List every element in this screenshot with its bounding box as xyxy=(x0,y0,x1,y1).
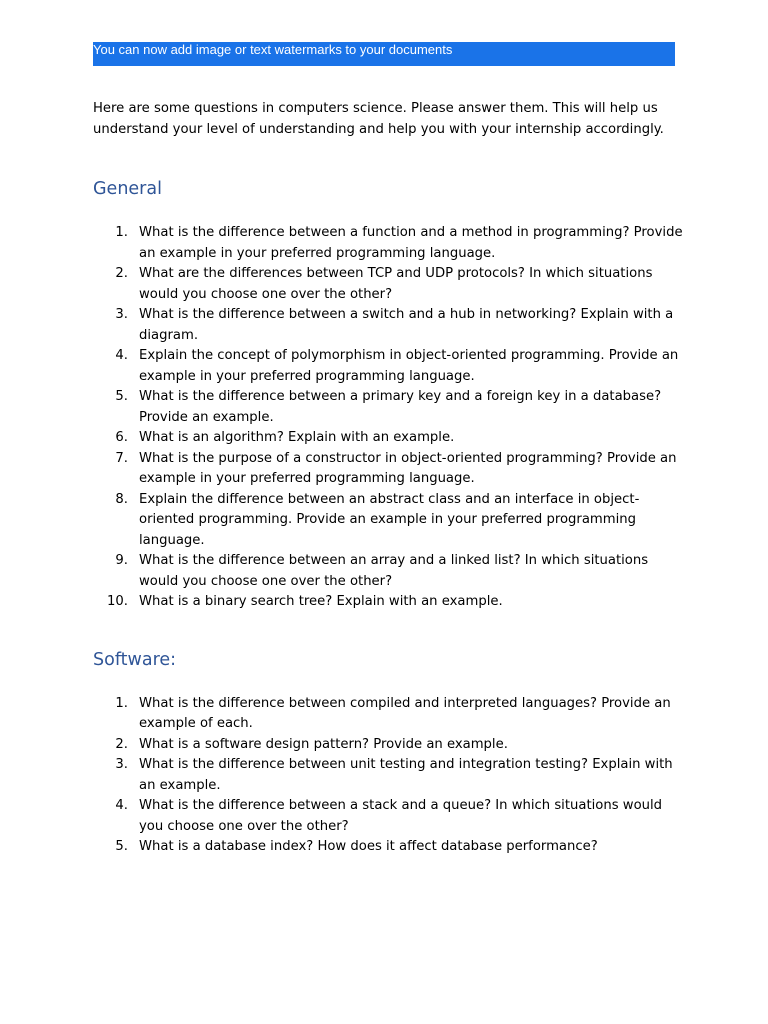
question-text: Explain the concept of polymorphism in object-oriented programming. Provide an example in your preferred programming language. xyxy=(139,348,679,384)
question-item xyxy=(93,223,683,264)
intro-paragraph: Here are some questions in computers science. Please answer them. This will help us understand your level of understanding and help you with your internship accordingly. xyxy=(93,101,664,137)
section-heading-general: General xyxy=(93,179,162,199)
question-number: 7. xyxy=(115,450,128,466)
question-item xyxy=(93,735,683,756)
question-text: What is a binary search tree? Explain with an example. xyxy=(139,594,503,609)
question-text: What is a database index? How does it affect database performance? xyxy=(139,839,598,854)
question-number: 2. xyxy=(115,736,128,752)
question-text: Explain the difference between an abstract class and an interface in object-oriented programming. Provide an example in your preferred programming language. xyxy=(139,491,640,548)
question-text: What is the difference between compiled and interpreted languages? Provide an example of each. xyxy=(139,695,671,731)
document-body xyxy=(93,99,683,858)
question-number: 1. xyxy=(115,225,128,240)
question-item xyxy=(93,796,683,837)
question-item xyxy=(93,490,683,552)
question-item xyxy=(93,428,683,449)
software-questions-list xyxy=(93,694,683,858)
question-text: What is the difference between a switch and a hub in networking? Explain with a diagram. xyxy=(139,307,674,343)
question-number: 5. xyxy=(115,839,128,854)
question-text: What is the difference between an array and a linked list? In which situations would you choose one over the other? xyxy=(139,553,649,589)
question-item xyxy=(93,449,683,490)
question-text: What are the differences between TCP and UDP protocols? In which situations would you choose one over the other? xyxy=(139,266,653,302)
question-number: 4. xyxy=(115,798,128,813)
section-heading-software: Software: xyxy=(93,649,177,670)
question-item xyxy=(93,346,683,387)
question-item xyxy=(93,305,683,346)
question-number: 8. xyxy=(115,491,128,507)
question-item xyxy=(93,264,683,305)
question-number: 6. xyxy=(115,430,128,445)
question-item xyxy=(93,551,683,592)
question-number: 1. xyxy=(115,695,128,711)
question-number: 10. xyxy=(107,594,128,609)
question-text: What is a software design pattern? Provide an example. xyxy=(139,736,508,752)
question-text: What is an algorithm? Explain with an example. xyxy=(139,430,455,445)
question-item xyxy=(93,592,683,613)
question-item xyxy=(93,387,683,428)
question-item xyxy=(93,837,683,858)
question-number: 9. xyxy=(115,553,128,568)
question-item xyxy=(93,694,683,735)
watermark-notice-text[interactable]: You can now add image or text watermarks to your documents xyxy=(93,42,453,57)
question-text: What is the difference between unit testing and integration testing? Explain with an example. xyxy=(139,757,673,793)
question-text: What is the difference between a primary key and a foreign key in a database? Provide an example. xyxy=(139,389,662,425)
question-number: 4. xyxy=(115,348,128,363)
question-number: 5. xyxy=(115,389,128,404)
question-number: 2. xyxy=(115,266,128,281)
question-item xyxy=(93,755,683,796)
general-questions-list xyxy=(93,223,683,613)
watermark-notice-banner[interactable] xyxy=(93,42,675,66)
question-text: What is the purpose of a constructor in object-oriented programming? Provide an example in your preferred programming language. xyxy=(139,450,677,486)
question-number: 3. xyxy=(115,307,128,322)
question-number: 3. xyxy=(115,757,128,772)
question-text: What is the difference between a stack and a queue? In which situations would you choose one over the other? xyxy=(139,798,663,834)
question-text: What is the difference between a function and a method in programming? Provide an example in your preferred programming language. xyxy=(139,225,683,261)
